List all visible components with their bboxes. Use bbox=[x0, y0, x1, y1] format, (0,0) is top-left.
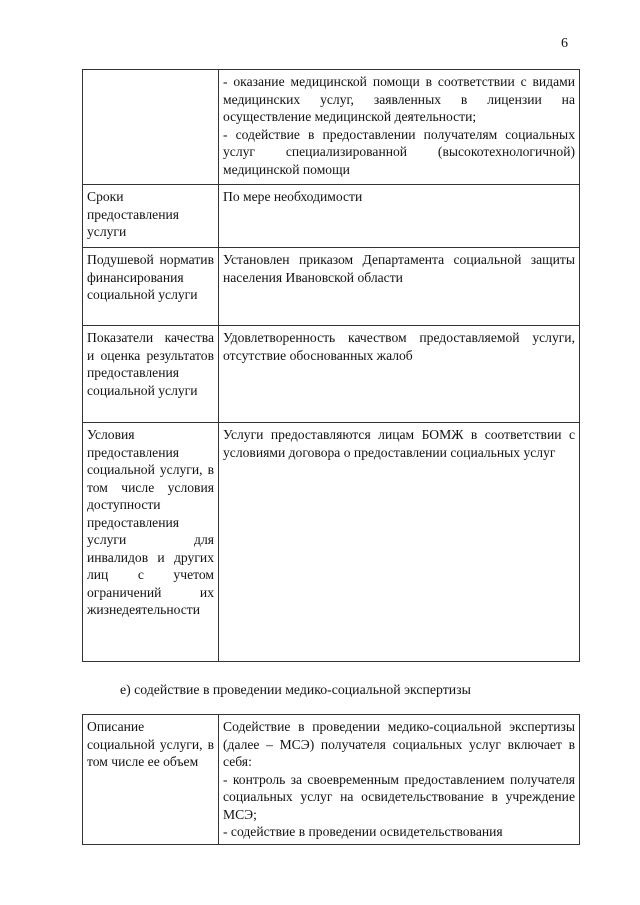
table-row bbox=[83, 185, 580, 248]
row-content bbox=[219, 423, 580, 662]
row-label: Условия предоставления социальной услуги, в том числе условия доступности предоставления услуги для инвалидов и других лиц с учетом ограничений их жизнедеятельности bbox=[83, 423, 219, 662]
section-caption: е) содействие в проведении медико-социальной экспертизы bbox=[120, 682, 471, 697]
paragraph: - контроль за своевременным предоставлением получателя социальных услуг на освидетельствование в учреждение МСЭ; bbox=[223, 771, 575, 822]
row-content bbox=[219, 248, 580, 326]
row-label: Сроки предоставления услуги bbox=[83, 185, 219, 248]
row-content bbox=[219, 70, 580, 185]
table-row bbox=[83, 423, 580, 662]
page-cutoff bbox=[0, 848, 640, 905]
paragraph: - содействие в предоставлении получателям социальных услуг специализированной (высокотехнологичной) медицинской помощи bbox=[223, 126, 575, 177]
page-number: 6 bbox=[561, 36, 568, 51]
paragraph: По мере необходимости bbox=[223, 189, 363, 204]
paragraph: - оказание медицинской помощи в соответствии с видами медицинских услуг, заявленных в лицензии на осуществление медицинской деятельности; bbox=[223, 74, 575, 124]
paragraph: Содействие в проведении медико-социальной экспертизы (далее – МСЭ) получателя социальных услуг включает в себя: bbox=[223, 719, 575, 769]
service-table bbox=[82, 69, 580, 662]
paragraph: Удовлетворенность качеством предоставляемой услуги, отсутствие обоснованных жалоб bbox=[223, 330, 575, 363]
row-content bbox=[219, 326, 580, 423]
row-content bbox=[219, 715, 580, 845]
paragraph: Услуги предоставляются лицам БОМЖ в соответствии с условиями договора о предоставлении социальных услуг bbox=[223, 427, 575, 460]
table-row bbox=[83, 326, 580, 423]
row-content bbox=[219, 185, 580, 248]
row-label: Показатели качества и оценка результатов предоставления социальной услуги bbox=[83, 326, 219, 423]
row-label: Описание социальной услуги, в том числе ее объем bbox=[83, 715, 219, 845]
table-row bbox=[83, 715, 580, 845]
row-label bbox=[83, 70, 219, 185]
paragraph: - содействие в проведении освидетельствования bbox=[223, 824, 503, 839]
table-row bbox=[83, 70, 580, 185]
table-row bbox=[83, 248, 580, 326]
service-table-2 bbox=[82, 714, 580, 845]
row-label: Подушевой норматив финансирования социальной услуги bbox=[83, 248, 219, 326]
paragraph: Установлен приказом Департамента социальной защиты населения Ивановской области bbox=[223, 252, 575, 285]
